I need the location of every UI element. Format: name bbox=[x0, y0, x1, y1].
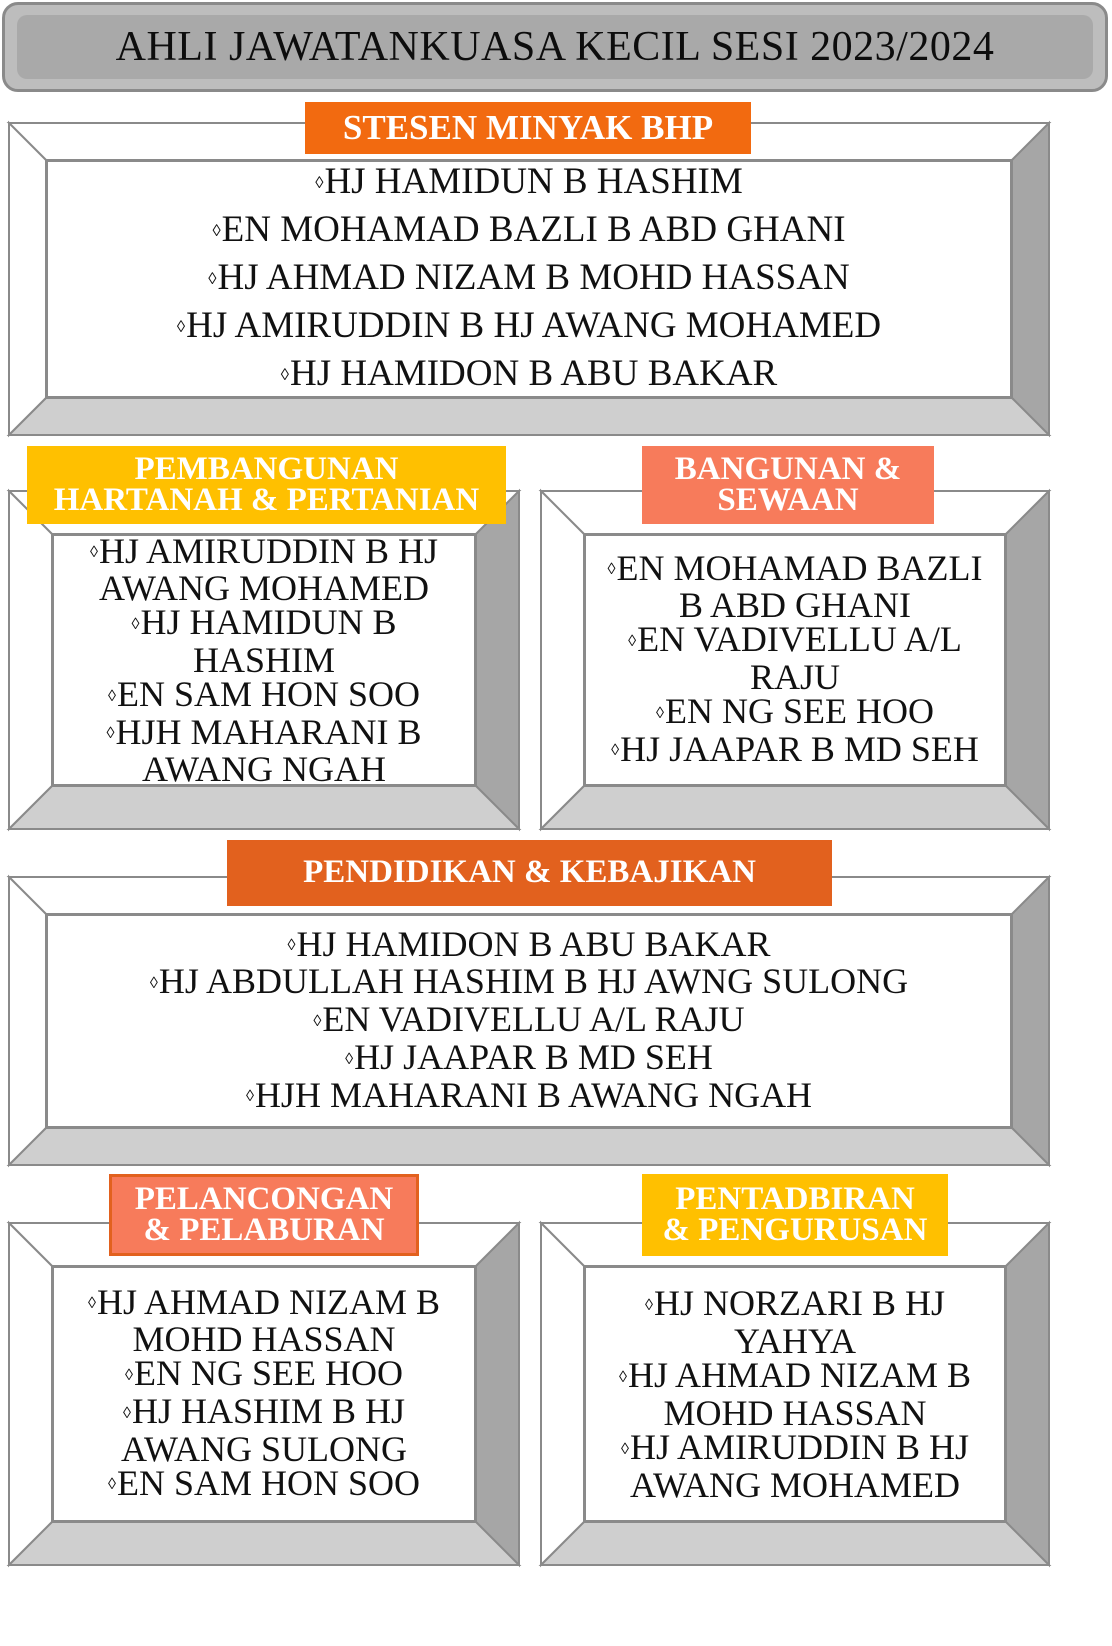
bevel-right bbox=[476, 491, 519, 829]
diamond-bullet-icon: ◊ bbox=[87, 1294, 96, 1313]
bevel-right bbox=[476, 1223, 519, 1565]
member-name bbox=[594, 1355, 996, 1433]
diamond-bullet-icon: ◊ bbox=[208, 269, 217, 289]
member-name bbox=[177, 207, 881, 255]
committee-pembangunan-frame bbox=[8, 490, 520, 830]
member-name-text: EN VADIVELLU A/L RAJU bbox=[322, 999, 745, 1040]
bevel-left bbox=[9, 491, 52, 829]
member-name bbox=[64, 674, 464, 715]
member-name bbox=[150, 923, 908, 965]
member-name-text: HJ HAMIDON B ABU BAKAR bbox=[296, 923, 771, 964]
member-name bbox=[594, 1426, 996, 1505]
bevel-right bbox=[1012, 123, 1049, 435]
diamond-bullet-icon: ◊ bbox=[107, 686, 116, 705]
committee-label-pendidikan bbox=[227, 840, 832, 906]
member-name-text: HJ JAAPAR B MD SEH bbox=[354, 1036, 713, 1077]
bevel-left bbox=[9, 123, 46, 435]
member-list bbox=[64, 530, 464, 790]
member-name-text: HJ JAAPAR B MD SEH bbox=[620, 728, 979, 769]
member-list bbox=[177, 159, 881, 399]
member-name bbox=[150, 1074, 908, 1116]
bevel-bottom bbox=[541, 1522, 1049, 1565]
title-banner bbox=[2, 2, 1108, 92]
member-name bbox=[177, 303, 881, 351]
member-name-text: HJ AMIRUDDIN B HJ AWANG MOHAMED bbox=[186, 305, 882, 347]
committee-label-pelancongan bbox=[109, 1174, 419, 1256]
member-name-text: HJ AMIRUDDIN B HJ AWANG MOHAMED bbox=[98, 530, 439, 609]
diamond-bullet-icon: ◊ bbox=[607, 560, 616, 579]
diamond-bullet-icon: ◊ bbox=[89, 543, 98, 562]
member-name bbox=[592, 728, 998, 770]
member-name-text: HJ HAMIDUN B HASHIM bbox=[324, 160, 743, 202]
committee-title-line: & PENGURUSAN bbox=[662, 1212, 928, 1248]
diamond-bullet-icon: ◊ bbox=[212, 221, 221, 240]
committee-label-stesen bbox=[305, 102, 751, 154]
diamond-bullet-icon: ◊ bbox=[656, 703, 664, 722]
diamond-bullet-icon: ◊ bbox=[345, 1049, 354, 1068]
member-name-text: EN MOHAMAD BAZLI B ABD GHANI bbox=[616, 547, 983, 626]
member-name bbox=[592, 619, 998, 697]
diamond-bullet-icon: ◊ bbox=[280, 365, 289, 385]
member-name-text: EN MOHAMAD BAZLI B ABD GHANI bbox=[221, 208, 846, 250]
member-name-text: HJ HAMIDON B ABU BAKAR bbox=[290, 353, 778, 395]
bevel-bottom bbox=[9, 1522, 519, 1565]
committee-pendidikan-frame bbox=[8, 876, 1050, 1166]
member-name-text: HJH MAHARANI B AWANG NGAH bbox=[254, 1074, 813, 1115]
diamond-bullet-icon: ◊ bbox=[287, 936, 296, 955]
member-name bbox=[150, 1036, 908, 1078]
member-list bbox=[594, 1283, 996, 1505]
diamond-bullet-icon: ◊ bbox=[628, 632, 637, 650]
diamond-bullet-icon: ◊ bbox=[315, 172, 324, 192]
committee-title-line: SEWAAN bbox=[717, 482, 859, 518]
member-name-text: HJ AHMAD NIZAM B MOHD HASSAN bbox=[627, 1355, 972, 1433]
bevel-bottom bbox=[9, 786, 519, 829]
bevel-left bbox=[541, 1223, 584, 1565]
committee-title-pendidikan: PENDIDIKAN & KEBAJIKAN bbox=[303, 854, 756, 891]
diamond-bullet-icon: ◊ bbox=[618, 1367, 627, 1386]
bevel-left bbox=[541, 491, 584, 829]
member-name bbox=[64, 1462, 464, 1504]
diamond-bullet-icon: ◊ bbox=[620, 1439, 629, 1458]
committee-pentadbiran-frame bbox=[540, 1222, 1050, 1566]
committee-title-line: PENTADBIRAN bbox=[675, 1180, 915, 1217]
member-name-text: HJ NORZARI B HJ YAHYA bbox=[653, 1283, 946, 1362]
bevel-bottom bbox=[9, 398, 1049, 435]
diamond-bullet-icon: ◊ bbox=[107, 1475, 116, 1494]
diamond-bullet-icon: ◊ bbox=[644, 1296, 653, 1315]
committee-title-line: PELANCONGAN bbox=[134, 1180, 394, 1217]
member-name bbox=[64, 602, 464, 680]
member-name bbox=[177, 255, 881, 303]
member-name-text: HJ HASHIM B HJ AWANG SULONG bbox=[120, 1391, 408, 1469]
committee-title-stesen: STESEN MINYAK BHP bbox=[342, 108, 714, 148]
member-name bbox=[150, 999, 908, 1040]
diamond-bullet-icon: ◊ bbox=[125, 1366, 133, 1384]
member-name-text: HJ ABDULLAH HASHIM B HJ AWNG SULONG bbox=[158, 961, 909, 1002]
diamond-bullet-icon: ◊ bbox=[131, 615, 140, 633]
bevel-right bbox=[1012, 877, 1049, 1165]
diamond-bullet-icon: ◊ bbox=[611, 741, 620, 760]
diamond-bullet-icon: ◊ bbox=[106, 724, 115, 743]
bevel-left bbox=[9, 877, 46, 1165]
member-name bbox=[594, 1283, 996, 1362]
diamond-bullet-icon: ◊ bbox=[313, 1011, 322, 1030]
bevel-right bbox=[1006, 1223, 1049, 1565]
member-name-text: EN SAM HON SOO bbox=[116, 674, 421, 714]
committee-label-pentadbiran bbox=[642, 1174, 948, 1256]
page-title: AHLI JAWATANKUASA KECIL SESI 2023/2024 bbox=[115, 24, 995, 70]
member-name-text: EN SAM HON SOO bbox=[116, 1462, 421, 1503]
member-name bbox=[592, 691, 998, 732]
member-name bbox=[64, 1391, 464, 1469]
member-name bbox=[177, 351, 881, 399]
member-name bbox=[592, 547, 998, 626]
committee-title-line: & PELABURAN bbox=[143, 1212, 385, 1248]
committee-pelancongan-frame bbox=[8, 1222, 520, 1566]
member-name-text: EN NG SEE HOO bbox=[134, 1353, 403, 1394]
diamond-bullet-icon: ◊ bbox=[149, 974, 158, 993]
committee-bangunan-frame bbox=[540, 490, 1050, 830]
member-name bbox=[64, 530, 464, 609]
member-name-text: HJ AMIRUDDIN B HJ AWANG MOHAMED bbox=[629, 1426, 970, 1505]
member-name-text: HJ AHMAD NIZAM B MOHD HASSAN bbox=[96, 1281, 441, 1360]
diamond-bullet-icon: ◊ bbox=[122, 1403, 131, 1422]
member-name bbox=[64, 1353, 464, 1394]
member-name-text: EN VADIVELLU A/L RAJU bbox=[637, 619, 962, 697]
member-list bbox=[64, 1281, 464, 1504]
title-banner-inner bbox=[17, 15, 1093, 79]
member-name-text: HJ HAMIDUN B HASHIM bbox=[140, 602, 397, 680]
committee-title-line: HARTANAH & PERTANIAN bbox=[53, 482, 480, 518]
member-name bbox=[64, 711, 464, 790]
bevel-left bbox=[9, 1223, 52, 1565]
bevel-right bbox=[1006, 491, 1049, 829]
member-list bbox=[149, 923, 909, 1116]
diamond-bullet-icon: ◊ bbox=[245, 1087, 254, 1106]
member-name bbox=[149, 961, 909, 1002]
member-name-text: HJH MAHARANI B AWANG NGAH bbox=[115, 711, 422, 790]
committee-stesen-frame bbox=[8, 122, 1050, 436]
diamond-bullet-icon: ◊ bbox=[176, 317, 186, 337]
committee-label-bangunan bbox=[642, 446, 934, 524]
member-name-text: HJ AHMAD NIZAM B MOHD HASSAN bbox=[217, 257, 850, 298]
bevel-bottom bbox=[9, 1128, 1049, 1165]
committee-label-pembangunan bbox=[27, 446, 506, 524]
committee-title-line: BANGUNAN & bbox=[674, 450, 902, 487]
member-name bbox=[64, 1281, 464, 1360]
member-name-text: EN NG SEE HOO bbox=[665, 691, 934, 731]
member-name bbox=[177, 159, 881, 207]
committee-title-line: PEMBANGUNAN bbox=[134, 450, 399, 487]
member-list bbox=[592, 547, 998, 770]
bevel-bottom bbox=[541, 786, 1049, 829]
